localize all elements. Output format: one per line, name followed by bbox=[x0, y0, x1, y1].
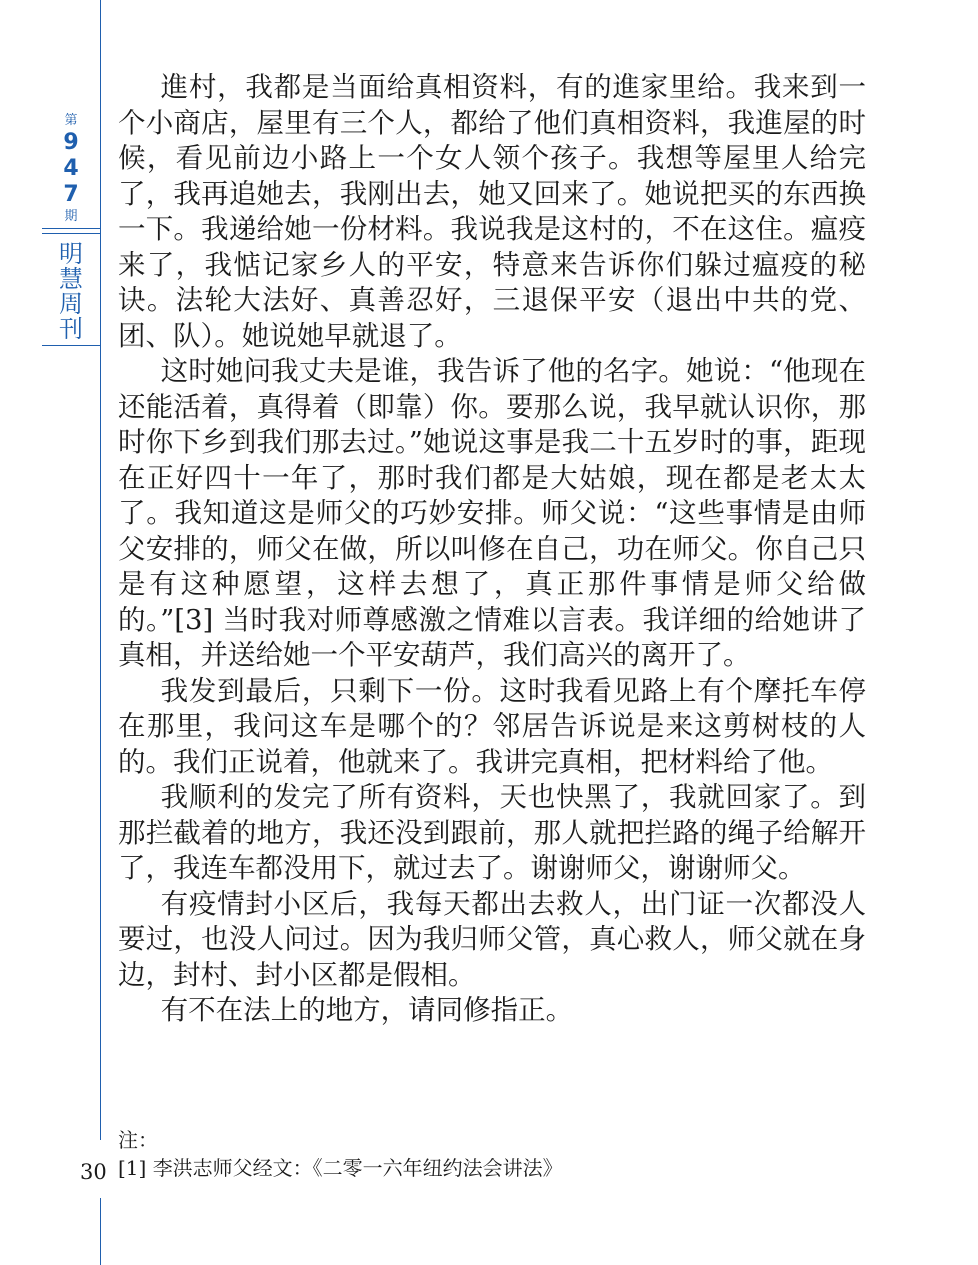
sidebar-divider bbox=[42, 345, 100, 346]
issue-digit: 4 bbox=[63, 156, 79, 181]
sidebar-divider bbox=[42, 228, 100, 229]
issue-digit: 7 bbox=[63, 182, 79, 207]
publication-char: 周 bbox=[59, 290, 83, 318]
paragraph: 有不在法上的地方，请同修指正。 bbox=[160, 994, 574, 1026]
article-body bbox=[118, 70, 866, 1029]
issue-suffix: 期 bbox=[64, 209, 78, 224]
paragraph: 我发到最后，只剩下一份。这时我看见路上有个摩托车停在那里，我问这车是哪个的？邻居告诉说是来这剪树枝的人的。我们正说着，他就来了。我讲完真相，把材料给了他。 bbox=[118, 674, 866, 778]
publication-char: 慧 bbox=[59, 265, 83, 293]
paragraph: 有疫情封小区后，我每天都出去救人，出门证一次都没人要过，也没人问过。因为我归师父管，真心救人，师父就在身边，封村、封小区都是假相。 bbox=[118, 887, 866, 991]
footnote-item: [1] 李洪志师父经文：《二零一六年纽约法会讲法》 bbox=[118, 1156, 563, 1180]
page-number: 30 bbox=[80, 1160, 107, 1184]
paragraph: 進村，我都是当面给真相资料，有的進家里给。我来到一个小商店，屋里有三个人，都给了他们真相资料，我進屋的时候，看见前边小路上一个女人领个孩子。我想等屋里人给完了，我再追她去，我刚出去，她又回来了。她说把买的东西换一下。我递给她一份材料。我说我是这村的，不在这住。瘟疫来了，我惦记家乡人的平安，特意来告诉你们躲过瘟疫的秘诀。法轮大法好、真善忍好，三退保平安（退出中共的党、团、队）。她说她早就退了。 bbox=[118, 71, 866, 352]
issue-number-block bbox=[42, 112, 100, 226]
publication-char: 明 bbox=[59, 240, 83, 268]
footnotes bbox=[118, 1126, 563, 1182]
margin-rule-top bbox=[100, 0, 101, 1140]
publication-title bbox=[42, 242, 100, 342]
issue-digit: 9 bbox=[63, 130, 79, 155]
publication-char: 刊 bbox=[59, 315, 83, 343]
paragraph: 这时她问我丈夫是谁，我告诉了他的名字。她说：“他现在还能活着，真得着（即靠）你。要那么说，我早就认识你，那时你下乡到我们那去过。”她说这事是我二十五岁时的事，距现在正好四十一年了，那时我们都是大姑娘，现在都是老太太了。我知道这是师父的巧妙安排。师父说：“这些事情是由师父安排的，师父在做，所以叫修在自己，功在师父。你自己只是有这种愿望，这样去想了，真正那件事情是师父给做的。”[3] 当时我对师尊感激之情难以言表。我详细的给她讲了真相，并送给她一个平安葫芦，我们高兴的离开了。 bbox=[118, 355, 866, 671]
issue-prefix: 第 bbox=[64, 113, 78, 128]
sidebar-divider bbox=[42, 233, 100, 234]
notes-label: 注： bbox=[118, 1128, 158, 1152]
paragraph: 我顺利的发完了所有资料，天也快黑了，我就回家了。到那拦截着的地方，我还没到跟前，那人就把拦路的绳子给解开了，我连车都没用下，就过去了。谢谢师父，谢谢师父。 bbox=[118, 781, 866, 884]
margin-rule-bottom bbox=[100, 1198, 101, 1265]
